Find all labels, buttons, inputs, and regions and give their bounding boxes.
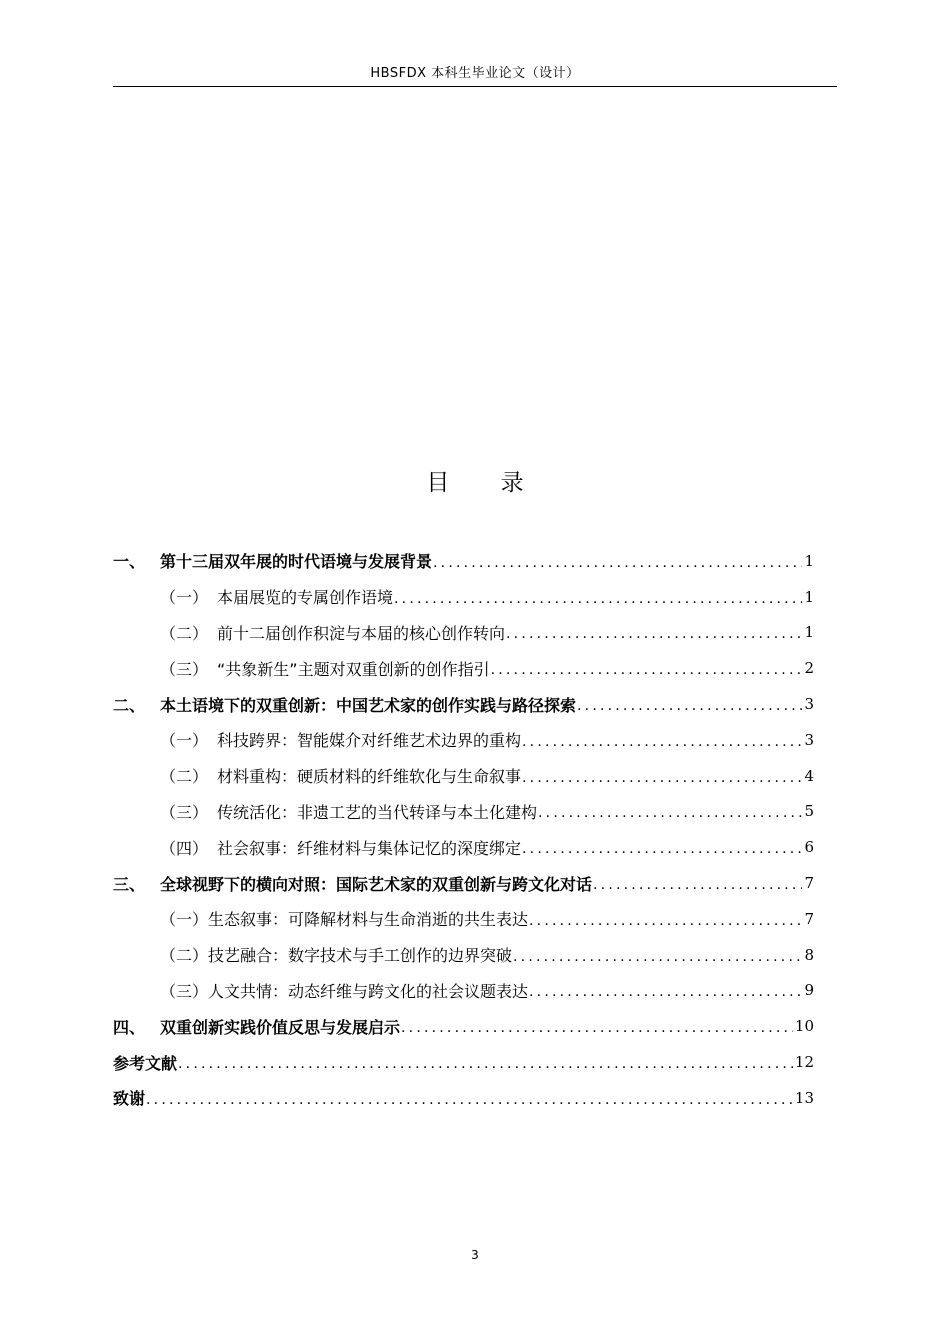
toc-leader-dots <box>529 985 802 1008</box>
toc-entry[interactable] <box>113 937 814 973</box>
toc-leader-dots <box>577 699 802 722</box>
toc-entry-number: 三、 <box>113 874 146 894</box>
toc-entry-number: （二） <box>160 946 209 966</box>
toc-entry-number: 四、 <box>113 1017 146 1037</box>
page-number: 3 <box>471 1248 479 1262</box>
toc-entry[interactable] <box>113 973 814 1009</box>
toc-entry-page: 9 <box>804 981 814 1000</box>
toc-entry-number: （一） <box>160 588 209 608</box>
toc-leader-dots <box>178 1057 793 1080</box>
toc-entry-text: 本土语境下的双重创新：中国艺术家的创作实践与路径探索 <box>160 695 577 715</box>
toc-entry-number: （一） <box>160 731 209 751</box>
toc-entry-number: （四） <box>160 838 209 858</box>
toc-entry-page: 13 <box>794 1088 814 1107</box>
toc-entry-text: 社会叙事：纤维材料与集体记忆的深度绑定 <box>217 838 522 858</box>
toc-entry-page: 1 <box>804 551 814 570</box>
page-header <box>113 64 837 87</box>
toc-leader-dots <box>401 1021 793 1044</box>
toc-leader-dots <box>522 771 802 794</box>
toc-entry[interactable] <box>113 794 814 830</box>
toc-entry-number: （三） <box>160 981 209 1001</box>
toc-entry[interactable] <box>113 829 814 865</box>
toc-leader-dots <box>529 914 802 937</box>
toc-entry-page: 12 <box>794 1053 814 1072</box>
toc-entry-text: 双重创新实践价值反思与发展启示 <box>160 1017 401 1037</box>
toc-entry-page: 1 <box>804 623 814 642</box>
toc-entry-page: 10 <box>794 1017 814 1036</box>
toc-entry-page: 7 <box>804 874 814 893</box>
toc-entry-page: 2 <box>804 659 814 678</box>
toc-entry-page: 4 <box>804 766 814 785</box>
toc-entry[interactable] <box>113 865 814 901</box>
toc-entry-page: 7 <box>804 909 814 928</box>
toc-entry-text: 生态叙事：可降解材料与生命消逝的共生表达 <box>208 910 529 930</box>
toc-entry-page: 3 <box>804 730 814 749</box>
toc-leader-dots <box>513 950 802 973</box>
toc-entry-number: （三） <box>160 802 209 822</box>
toc-leader-dots <box>146 1093 793 1116</box>
toc-entry-text: 全球视野下的横向对照：国际艺术家的双重创新与跨文化对话 <box>160 874 593 894</box>
toc-entry-text: 本届展览的专属创作语境 <box>217 588 394 608</box>
toc-entry[interactable] <box>113 686 814 722</box>
toc-entry-text: “共象新生”主题对双重创新的创作指引 <box>217 659 490 679</box>
toc-leader-dots <box>491 663 803 686</box>
toc-entry-page: 6 <box>804 838 814 857</box>
toc-entry-text: 致谢 <box>113 1089 146 1109</box>
toc-entry[interactable] <box>113 650 814 686</box>
toc-entry[interactable] <box>113 615 814 651</box>
header-text: HBSFDX 本科生毕业论文（设计） <box>370 66 580 81</box>
toc-entry-text: 材料重构：硬质材料的纤维软化与生命叙事 <box>217 767 522 787</box>
toc-entry[interactable] <box>113 543 814 579</box>
toc-entry-number: （二） <box>160 623 209 643</box>
toc-entry-number: 二、 <box>113 695 146 715</box>
toc-leader-dots <box>593 878 802 901</box>
toc-entry-number: 一、 <box>113 552 146 572</box>
toc-entry[interactable] <box>113 901 814 937</box>
toc-entry-text: 技艺融合：数字技术与手工创作的边界突破 <box>208 946 513 966</box>
table-of-contents <box>113 543 814 1116</box>
toc-entry-number: （三） <box>160 659 209 679</box>
toc-leader-dots <box>394 592 802 615</box>
toc-entry[interactable] <box>113 722 814 758</box>
toc-entry[interactable] <box>113 1008 814 1044</box>
toc-entry[interactable] <box>113 758 814 794</box>
toc-entry-text: 传统活化：非遗工艺的当代转译与本土化建构 <box>217 802 538 822</box>
toc-leader-dots <box>538 806 802 829</box>
toc-entry-page: 3 <box>804 695 814 714</box>
toc-leader-dots <box>522 735 802 758</box>
toc-entry-text: 人文共情：动态纤维与跨文化的社会议题表达 <box>208 981 529 1001</box>
toc-entry-page: 1 <box>804 587 814 606</box>
toc-entry-page: 8 <box>804 945 814 964</box>
toc-entry-acknowledgements[interactable] <box>113 1080 814 1116</box>
toc-leader-dots <box>433 556 802 579</box>
toc-entry-text: 参考文献 <box>113 1053 178 1073</box>
toc-entry-number: （二） <box>160 767 209 787</box>
toc-entry-text: 前十二届创作积淀与本届的核心创作转向 <box>217 623 506 643</box>
toc-entry[interactable] <box>113 579 814 615</box>
toc-title: 目 录 <box>426 470 546 496</box>
toc-entry-text: 科技跨界：智能媒介对纤维艺术边界的重构 <box>217 731 522 751</box>
toc-entry-text: 第十三届双年展的时代语境与发展背景 <box>160 552 433 572</box>
toc-entry-references[interactable] <box>113 1044 814 1080</box>
toc-leader-dots <box>522 842 802 865</box>
toc-leader-dots <box>506 627 802 650</box>
toc-entry-number: （一） <box>160 910 209 930</box>
toc-entry-page: 5 <box>804 802 814 821</box>
